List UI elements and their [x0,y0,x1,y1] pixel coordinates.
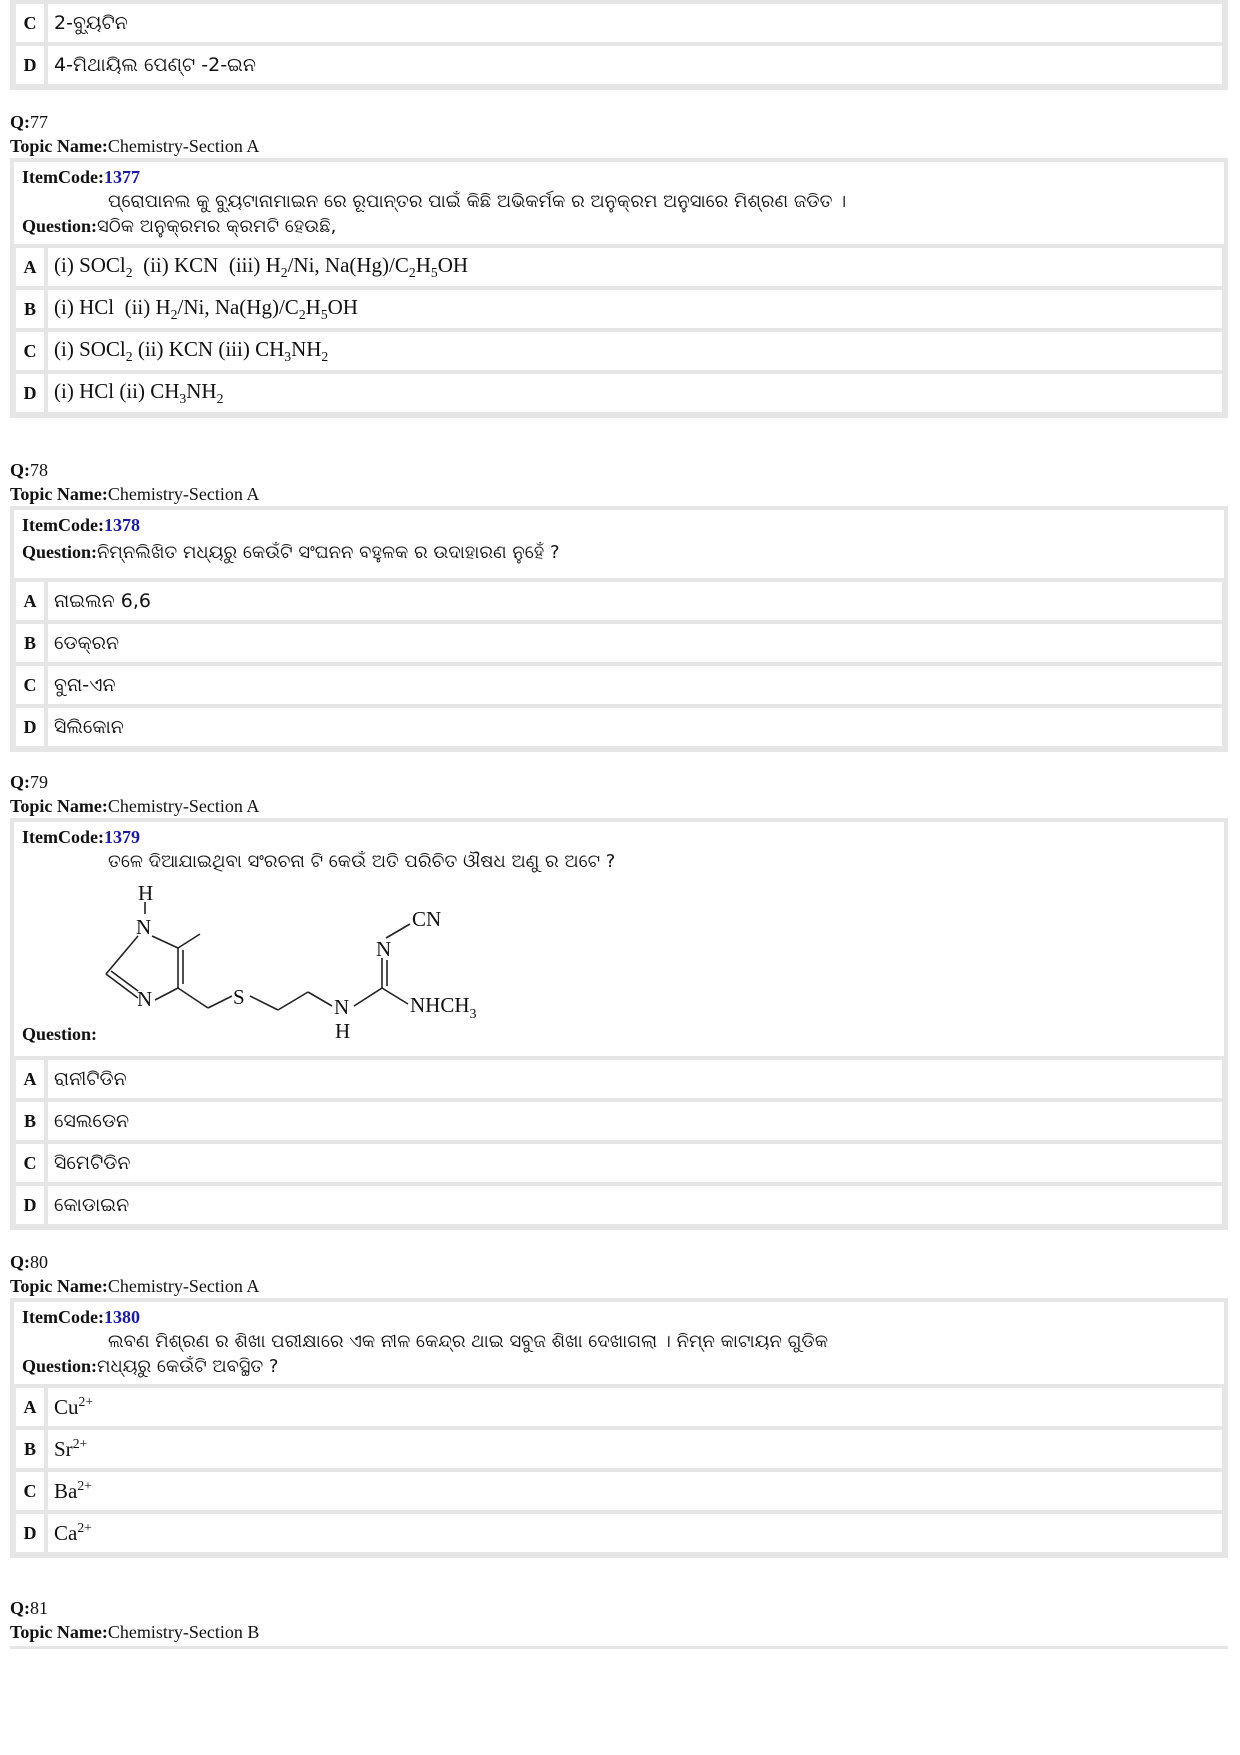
formula-text: Cu [54,1395,79,1419]
atom-label: N [137,987,153,1011]
option-text [46,372,1224,414]
option-row [14,1058,1224,1100]
formula-text: Ba [54,1479,78,1503]
itemcode-line [22,514,1216,536]
formula-text: (i) HCl (ii) CH [54,378,180,403]
option-text: 2-ବ୍ୟୁଟିନ [46,2,1224,44]
option-letter: D [14,1184,46,1226]
formula-text: H [415,252,431,277]
option-text: ସେଲଡେନ [46,1100,1224,1142]
option-letter: C [14,664,46,706]
option-text: 4-ମିଥାୟିଲ ପେଣ୍ଟ -2-ଇନ [46,44,1224,86]
option-row [14,1512,1224,1554]
option-row [14,1184,1224,1226]
topic-label: Topic Name: [10,136,108,156]
topic-name: Chemistry-Section A [107,136,260,156]
option-row [14,1142,1224,1184]
option-row [14,2,1224,44]
option-letter: A [14,1386,46,1428]
option-text: ଡେକ୍ରନ [46,622,1224,664]
question-number-line [10,770,1228,794]
topic-name: Chemistry-Section A [107,484,260,504]
formula-text: (i) HCl (ii) H [54,294,171,319]
divider [10,1646,1228,1649]
topic-label: Topic Name: [10,484,108,504]
question-number-line [10,1596,1228,1620]
topic-line [10,134,1228,158]
option-letter: D [14,372,46,414]
option-letter: A [14,580,46,622]
formula-text: (i) SOCl [54,252,126,277]
q-label: Q: [10,112,30,132]
options-table [10,1058,1228,1230]
itemcode-label: ItemCode: [22,827,104,847]
subscript: 3 [469,1007,477,1022]
item-box [10,818,1228,1058]
superscript: 2+ [77,1520,92,1535]
options-table [10,1386,1228,1558]
option-text [46,288,1224,330]
question-line [22,216,1216,237]
option-letter: D [14,44,46,86]
prev-question-options [10,0,1228,90]
question-label: Question: [22,1024,98,1044]
question-number: 78 [30,460,48,480]
itemcode-line [22,826,1216,848]
question-text: ତଳେ ଦିଆଯାଇଥିବା ସଂରଚନା ଟି କେଉଁ ଅତି ପରିଚିତ ଔଷଧ ଅଣୁ ର ଅଟେ ? [108,851,616,872]
option-text: ସିଲିକୋନ [46,706,1224,748]
atom-label: N [136,915,152,939]
question-number: 77 [30,112,48,132]
formula-text: NH [291,336,322,361]
subscript: 3 [179,391,187,407]
q-label: Q: [10,460,30,480]
option-text: ରାନୀଟିଡିନ [46,1058,1224,1100]
topic-name: Chemistry-Section A [107,796,260,816]
topic-label: Topic Name: [10,1276,108,1296]
subscript: 2 [408,265,416,281]
option-text: ସିମେଟିଡିନ [46,1142,1224,1184]
option-letter: D [14,1512,46,1554]
question-78 [10,458,1228,752]
subscript: 5 [430,265,438,281]
item-code: 1378 [103,515,140,535]
option-row [14,1386,1224,1428]
question-number: 80 [30,1252,48,1272]
formula-text: Ca [54,1521,78,1545]
molecular-structure [90,878,530,1038]
atom-label: H [335,1019,351,1038]
group-label: NHCH [410,993,470,1017]
option-letter: C [14,330,46,372]
topic-line [10,1620,1228,1644]
topic-line [10,794,1228,818]
subscript: 2 [280,265,288,281]
superscript: 2+ [78,1394,94,1409]
question-line [22,542,1216,563]
formula-text: NH [186,378,217,403]
topic-name: Chemistry-Section A [107,1276,260,1296]
option-row [14,288,1224,330]
atom-label: N [334,995,350,1019]
question-text: ସଠିକ ଅନୁକ୍ରମର କ୍ରମଟି ହେଉଛି, [97,216,337,237]
option-text: ବୁନା-ଏନ [46,664,1224,706]
itemcode-label: ItemCode: [22,167,104,187]
option-row [14,622,1224,664]
itemcode-line [22,166,1216,188]
option-letter: A [14,1058,46,1100]
question-line [22,1356,1216,1377]
question-text: ଲବଣ ମିଶ୍ରଣ ର ଶିଖା ପରୀକ୍ଷାରେ ଏକ ନୀଳ କେନ୍ଦ୍ର ଥାଇ ସବୁଜ ଶିଖା ଦେଖାଗଲା । ନିମ୍ନ କାଟାୟନ ଗୁଡିକ [108,1331,829,1352]
subscript: 2 [170,307,178,323]
option-row [14,246,1224,288]
superscript: 2+ [72,1436,88,1451]
option-row [14,372,1224,414]
option-letter: A [14,246,46,288]
options-table [10,246,1228,418]
option-letter: B [14,622,46,664]
atom-label [410,993,477,1022]
option-text [46,246,1224,288]
question-77 [10,110,1228,418]
question-line [22,1024,97,1045]
question-number-line [10,110,1228,134]
formula-text: /Ni, Na(Hg)/C [177,294,299,319]
option-letter: C [14,1142,46,1184]
options-table [10,580,1228,752]
question-text: ମଧ୍ୟରୁ କେଉଁଟି ଅବସ୍ଥିତ ? [97,1356,279,1377]
option-letter: B [14,288,46,330]
option-letter: D [14,706,46,748]
option-text [46,1386,1224,1428]
question-number-line [10,458,1228,482]
subscript: 2 [321,349,329,365]
question-80 [10,1250,1228,1558]
question-text: ପ୍ରୋପାନଲ କୁ ବ୍ୟୁଟାନାମାଇନ ରେ ରୂପାନ୍ତର ପାଇଁ କିଛି ଅଭିକର୍ମକ ର ଅନୁକ୍ରମ ଅନୁସାରେ ମିଶ୍ରଣ ଜଡିତ । [108,191,847,212]
formula-text: OH [327,294,358,319]
formula-text: Sr [54,1437,73,1461]
q-label: Q: [10,1598,30,1618]
question-number: 81 [30,1598,48,1618]
atom-label: S [233,985,245,1009]
option-letter: C [14,2,46,44]
formula-text: (i) SOCl [54,336,126,361]
options-table [10,0,1228,90]
subscript: 2 [216,391,224,407]
item-box [10,1298,1228,1386]
atom-label: H [138,881,154,905]
option-text [46,1470,1224,1512]
subscript: 2 [298,307,306,323]
topic-label: Topic Name: [10,796,108,816]
q-label: Q: [10,772,30,792]
q-label: Q: [10,1252,30,1272]
option-text: କୋଡାଇନ [46,1184,1224,1226]
itemcode-label: ItemCode: [22,1307,104,1327]
question-79 [10,770,1228,1230]
option-text [46,1512,1224,1554]
option-row [14,44,1224,86]
formula-text: (ii) KCN (iii) H [132,252,281,277]
subscript: 2 [125,349,133,365]
option-row [14,664,1224,706]
option-text [46,330,1224,372]
itemcode-line [22,1306,1216,1328]
formula-text: OH [437,252,469,277]
formula-text: /Ni, Na(Hg)/C [287,252,409,277]
option-row [14,1100,1224,1142]
subscript: 2 [125,265,133,281]
item-box [10,158,1228,246]
option-text [46,1428,1224,1470]
option-text: ନାଇଲନ 6,6 [46,580,1224,622]
question-number: 79 [30,772,48,792]
item-code: 1380 [103,1307,140,1327]
question-label: Question: [22,542,98,562]
question-number-line [10,1250,1228,1274]
subscript: 3 [284,349,292,365]
formula-text: (ii) KCN (iii) CH [132,336,285,361]
option-row [14,1470,1224,1512]
option-row [14,706,1224,748]
itemcode-label: ItemCode: [22,515,104,535]
question-text: ନିମ୍ନଲିଖିତ ମଧ୍ୟରୁ କେଉଁଟି ସଂଘନନ ବହୁଳକ ର ଉଦାହାରଣ ନୁହେଁ ? [97,542,560,563]
topic-label: Topic Name: [10,1622,108,1642]
option-row [14,330,1224,372]
item-code: 1379 [103,827,140,847]
question-81 [10,1596,1228,1649]
question-label: Question: [22,1356,98,1376]
option-letter: B [14,1428,46,1470]
atom-label: CN [412,907,442,931]
topic-name: Chemistry-Section B [107,1622,260,1642]
formula-text: H [305,294,321,319]
option-row [14,1428,1224,1470]
option-letter: B [14,1100,46,1142]
topic-line [10,1274,1228,1298]
superscript: 2+ [77,1478,92,1493]
atom-label: N [376,937,392,961]
item-code: 1377 [103,167,140,187]
option-letter: C [14,1470,46,1512]
item-box [10,506,1228,580]
option-row [14,580,1224,622]
subscript: 5 [320,307,328,323]
topic-line [10,482,1228,506]
question-label: Question: [22,216,98,236]
